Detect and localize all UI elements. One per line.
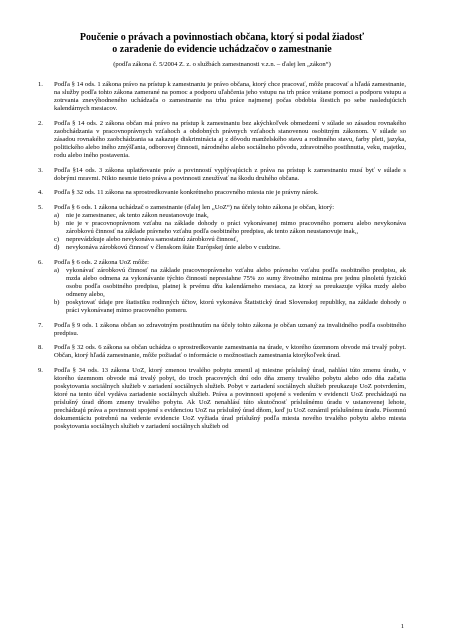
title-line-2: o zaradenie do evidencie uchádzačov o zamestnanie <box>112 44 332 55</box>
item-number: 1. <box>38 81 43 88</box>
item-text: Podľa § 32 ods. 6 zákona sa občan uchádza o sprostredkovanie zamestnania na úrade, v ktorého územnom obvode má trvalý pobyt. Občan, ktorý hľadá zamestnanie, môže požiadať o informácie o možnostiach zamestnania ktorýkoľvek úrad. <box>54 344 406 360</box>
sub-list <box>54 212 406 252</box>
item-text: Podľa §14 ods. 3 zákona uplatňovanie práv a povinností vyplývajúcich z práva na prístup k zamestnaniu musí byť v súlade s dobrými mravmi. Nikto nesmie tieto práva a povinnosti zneužívať na škodu druhého občana. <box>54 166 406 182</box>
list-item <box>38 189 406 197</box>
sub-item-letter: c) <box>54 236 60 244</box>
sub-item-letter: b) <box>54 299 60 307</box>
item-text: Podľa § 34 ods. 13 zákona UoZ, ktorý zmenou trvalého pobytu zmenil aj miestne príslušný úrad, nahlási túto zmenu úradu, v ktorého územnom obvode má trvalý pobyt, do troch pracovných dní odo dňa zmeny trvalého pobytu alebo odo dňa začatia poskytovania sociálnych služieb v zariadení sociálnych služieb. Pobyt v zariadení sociálnych služieb preukazuje UoZ potvrdením, ktoré na tento účel vydáva zariadenie sociálnych služieb. Práva a povinnosti spojené s vedením v evidencii UoZ prechádzajú na príslušný úrad dňom zmeny trvalého pobytu. Ak UoZ nenahlásí túto skutočnosť príslušnému úradu v ustanovenej lehote, prechádzajú práva a povinnosti spojené s evidenciou UoZ na príslušný úrad dňom, keď ju UoZ oznámil príslušnému úradu. Písomnú dokumentáciu potrebnú na vedenie evidencie UoZ vyžiada úrad príslušný podľa miesta nového trvalého pobytu alebo miesta poskytovania sociálnych služieb v zariadení sociálnych služieb od <box>54 367 406 431</box>
item-text: Podľa § 6 ods. 2 zákona UoZ môže: <box>54 258 149 266</box>
sub-list-item <box>54 220 406 236</box>
item-text: Podľa § 14 ods. 2 zákona občan má právo na prístup k zamestnaniu bez akýchkoľvek obmedzení v súlade so zásadou rovnakého zaobchádzania v pracovnoprávnych vzťahoch a obdobných právnych vzťahoch stanovenou osobitným zákonom. V súlade so zásadou rovnakého zaobchádzania sa zakazuje diskriminácia aj z dôvodu manželského stavu a rodinného stavu, farby pleti, jazyka, politického alebo iného zmýšľania, odborovej činnosti, národného alebo sociálneho pôvodu, zdravotného postihnutia, veku, majetku, rodu alebo iného postavenia. <box>54 119 406 159</box>
list-item <box>38 204 406 252</box>
sub-list-item <box>54 212 406 220</box>
title-line-1: Poučenie o právach a povinnostiach občana, ktorý si podal žiadosť <box>79 32 365 43</box>
item-number: 8. <box>38 344 43 352</box>
item-text: Podľa § 9 ods. 1 zákona občan so zdravotným postihnutím na účely tohto zákona je občan uznaný za invalidného podľa osobitného predpisu. <box>54 321 406 337</box>
item-text: Podľa § 32 ods. 11 zákona na sprostredkovanie konkrétneho pracovného miesta nie je právny nárok. <box>54 189 319 197</box>
sub-list <box>54 267 406 315</box>
sub-list-item <box>54 299 406 315</box>
item-number: 6. <box>38 258 43 266</box>
sub-item-text: vykonávať zárobkovú činnosť na základe pracovnoprávneho vzťahu alebo právneho vzťahu podľa osobitného predpisu, ak mzda alebo odmena za vykonávanie týchto činností nepresiahne 75% zo sumy životného minima pre jednu plnoletú fyzickú osobu podľa osobitného predpisu, platnej k prvému dňu kalendárneho mesiaca, za ktorý sa preukazuje výška mzdy alebo odmeny alebo, <box>66 266 406 298</box>
item-number: 2. <box>38 119 43 127</box>
list-item <box>38 167 406 183</box>
sub-list-item <box>54 236 406 244</box>
item-number: 7. <box>38 321 43 329</box>
item-number: 9. <box>38 367 43 375</box>
list-item <box>38 81 406 113</box>
sub-item-letter: a) <box>54 211 60 219</box>
document-title <box>38 32 406 56</box>
sub-item-text: nie je v pracovnoprávnom vzťahu na základe dohody o práci vykonávanej mimo pracovného pomeru alebo nevykonáva zárobkovú činnosť na základe právneho vzťahu podľa osobitného predpisu, ak tento zákon neustanovuje inak,, <box>66 220 406 236</box>
item-number: 4. <box>38 189 43 197</box>
item-number: 5. <box>38 203 43 211</box>
list-item <box>38 120 406 160</box>
item-number: 3. <box>38 166 43 174</box>
sub-list-item <box>54 267 406 299</box>
sub-item-letter: b) <box>54 220 60 228</box>
sub-item-text: poskytovať údaje pre štatistiku rodinných účtov, ktorú vykonáva Štatistický úrad Slovenskej republiky, na základe dohody o práci vykonávanej mimo pracovného pomeru. <box>66 299 406 315</box>
numbered-list <box>38 81 406 431</box>
sub-item-letter: a) <box>54 266 60 274</box>
sub-list-item <box>54 244 406 252</box>
list-item <box>38 367 406 431</box>
list-item <box>38 344 406 360</box>
list-item <box>38 322 406 338</box>
document-subtitle: (podľa zákona č. 5/2004 Z. z. o službách zamestnanosti v.z.n. – ďalej len „zákon“) <box>113 61 331 68</box>
sub-item-text: nevykonáva zárobkovú činnosť v členskom štáte Európskej únie alebo v cudzine. <box>66 244 281 252</box>
sub-item-text: nie je zamestnanec, ak tento zákon neustanovuje inak, <box>66 211 209 219</box>
page-number: 1 <box>400 623 404 630</box>
item-text: Podľa § 14 ods. 1 zákona právo na prístup k zamestnaniu je právo občana, ktorý chce pracovať, môže pracovať a hľadá zamestnanie, na služby podľa tohto zákona zamerané na pomoc a podporu uľahčenia jeho vstupu na trh práce vrátane pomoci a podporu vstupu a zotrvania znevýhodneného uchádzača o zamestnanie na trhu práce najmenej počas obdobia šiestich po sebe nasledujúcich kalendárnych mesiacov. <box>54 81 406 113</box>
sub-item-text: neprevádzkuje alebo nevykonáva samostatnú zárobkovú činnosť, <box>66 236 239 244</box>
item-text: Podľa § 6 ods. 1 zákona uchádzač o zamestnanie (ďalej len „UoZ“) na účely tohto zákona je občan, ktorý: <box>54 203 335 211</box>
sub-item-letter: d) <box>54 244 60 252</box>
list-item <box>38 259 406 315</box>
